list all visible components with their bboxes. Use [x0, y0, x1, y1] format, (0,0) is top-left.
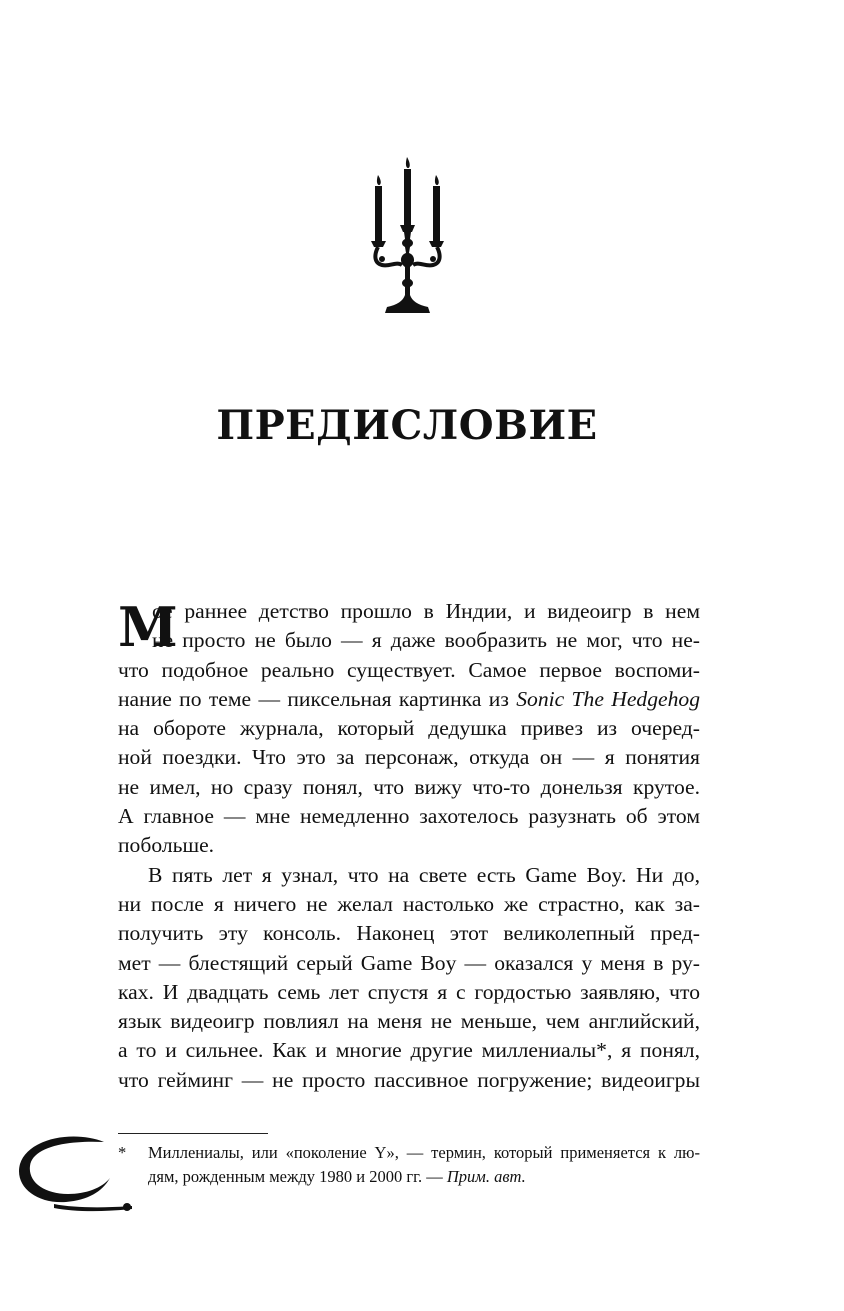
paragraph2-line4: мет — блестящий серый Game Boy — оказался у меня в ру- — [118, 950, 700, 975]
drop-cap — [118, 595, 178, 659]
footnote-divider — [118, 1133, 268, 1134]
paragraph1-line8: А главное — мне немедленно захотелось разузнать об этом — [118, 804, 700, 829]
paragraph1-line5: на обороте журнала, который дедушка привез из очеред- — [118, 716, 700, 741]
book-title-sonic: Sonic The Hedgehog — [516, 686, 700, 711]
paragraph2-line5: ках. И двадцать семь лет спустя я с гордостью заявляю, что — [118, 979, 700, 1004]
paragraph2-line8: что гейминг — не просто пассивное погружение; видеоигры — [118, 1067, 700, 1092]
paragraph2-line1: В пять лет я узнал, что на свете есть Game Boy. Ни до, — [148, 862, 700, 887]
body-text — [118, 597, 700, 1095]
paragraph1-line1: ое раннее детство прошло в Индии, и видеоигр в нем — [152, 599, 700, 623]
footnote-author-note: Прим. авт. — [446, 1166, 526, 1186]
paragraph2-line2: ни после я ничего не желал настолько же страстно, как за- — [118, 891, 700, 916]
paragraph2-line7: а то и сильнее. Как и многие другие миллениалы*, я понял, — [118, 1038, 700, 1063]
paragraph1-line6: ной поездки. Что это за персонаж, откуда он — я понятия — [118, 745, 700, 770]
candelabra-icon — [362, 155, 452, 317]
paragraph1-line2: не просто не было — я даже вообразить не мог, что не- — [152, 628, 700, 653]
paragraph1-line9: побольше. — [118, 833, 215, 858]
footnote-line1: Миллениалы, или «поколение Y», — термин, который применяется к лю- — [148, 1143, 700, 1162]
paragraph1-line4: нание по теме — пиксельная картинка из Sonic The Hedgehog — [118, 686, 700, 711]
footnote — [118, 1141, 700, 1188]
paragraph1-line7: не имел, но сразу понял, что вижу что-то донельзя крутое. — [118, 774, 700, 799]
svg-text:М: М — [118, 595, 178, 659]
paragraph2-line6: язык видеоигр повлиял на меня не меньше, чем английский, — [118, 1009, 700, 1034]
footnote-line2: дям, рожденным между 1980 и 2000 гг. — Прим. авт. — [148, 1166, 526, 1186]
paragraph1-line3: что подобное реально существует. Самое первое воспоми- — [118, 657, 700, 682]
footnote-marker: * — [118, 1143, 127, 1162]
swirl-ornament-icon — [14, 1134, 134, 1214]
paragraph2-line3: получить эту консоль. Наконец этот великолепный пред- — [118, 921, 700, 946]
page-title: ПРЕДИСЛОВИЕ — [216, 402, 598, 449]
